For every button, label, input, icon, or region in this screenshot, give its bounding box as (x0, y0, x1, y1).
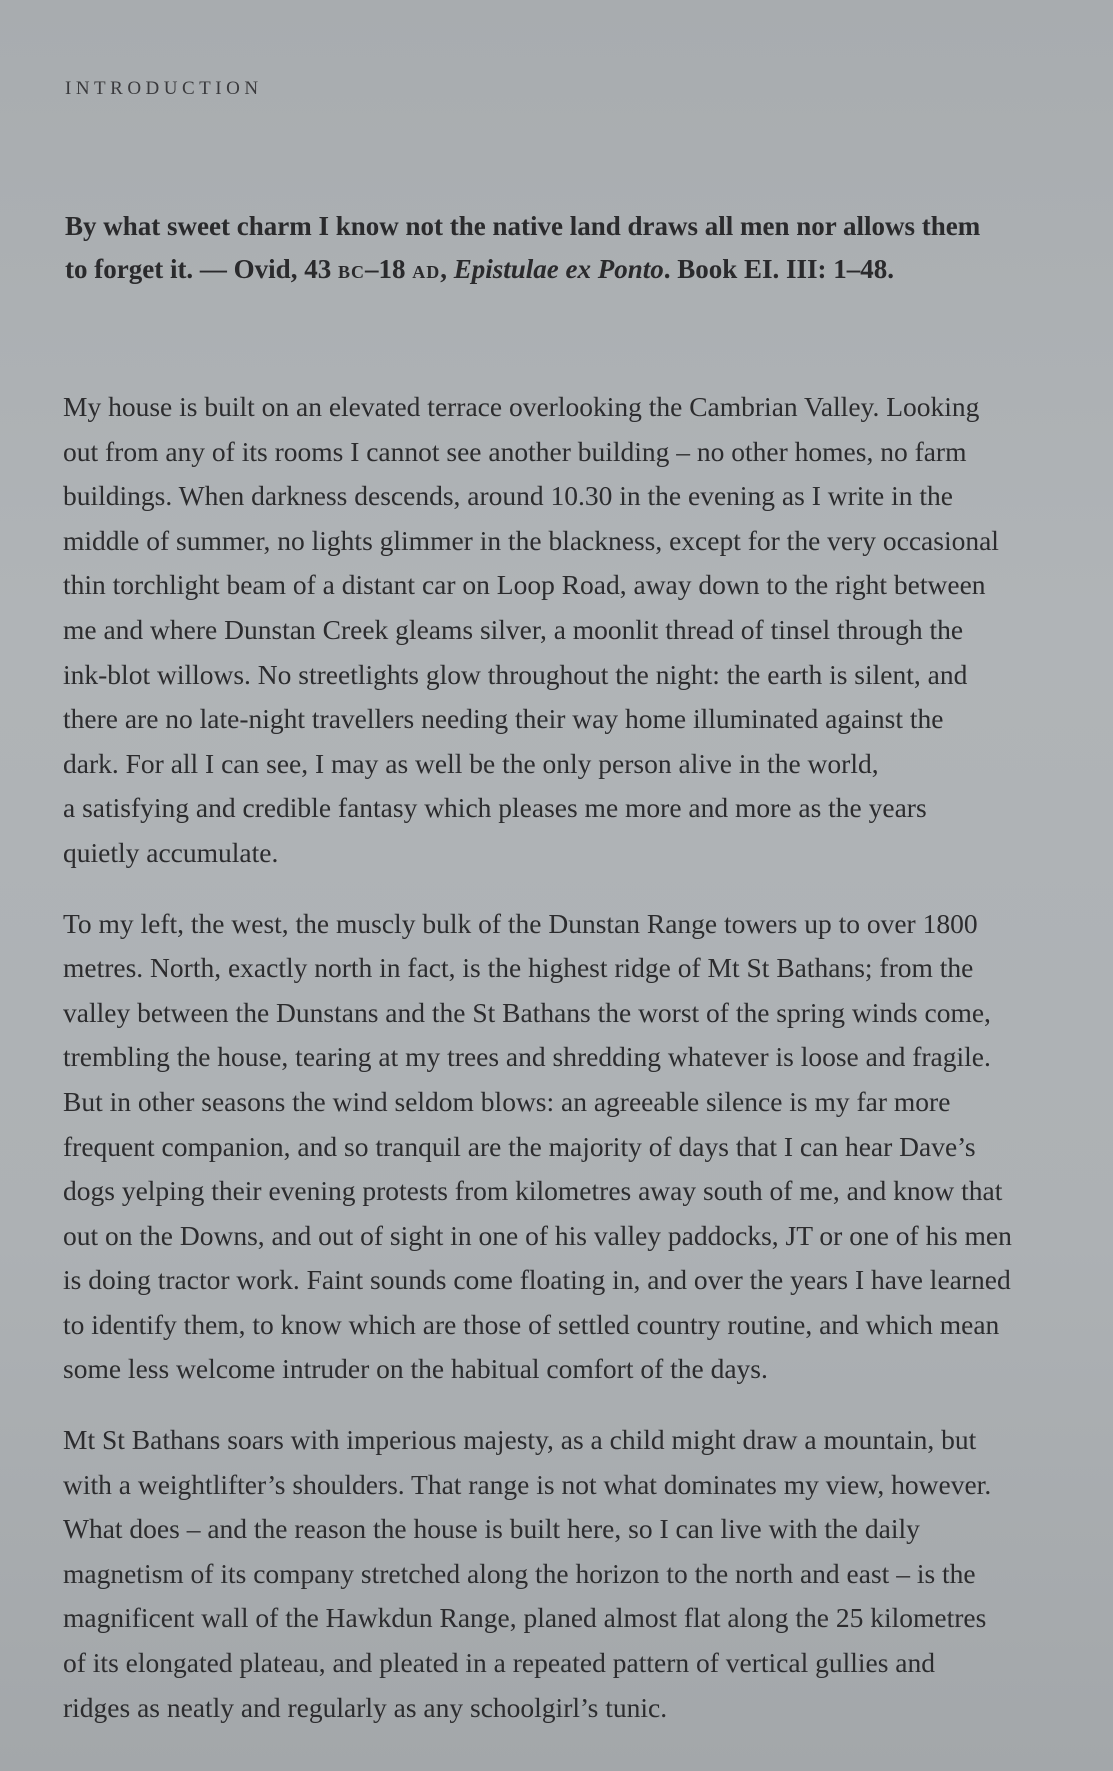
text-line: But in other seasons the wind seldom blows: an agreeable silence is my far more (63, 1085, 951, 1117)
text-line: magnetism of its company stretched along the horizon to the north and east – is the (63, 1557, 976, 1589)
text-line: out from any of its rooms I cannot see another building – no other homes, no farm (63, 435, 967, 467)
text-line: of its elongated plateau, and pleated in a repeated pattern of vertical gullies and (63, 1647, 935, 1679)
text-line: trembling the house, tearing at my trees and shredding whatever is loose and fragile. (63, 1041, 991, 1073)
work-title: Epistulae ex Ponto (453, 254, 664, 284)
text-line: My house is built on an elevated terrace overlooking the Cambrian Valley. Looking (63, 391, 980, 422)
text-line: to identify them, to know which are those of settled country routine, and which mean (63, 1308, 1000, 1340)
epigraph (65, 205, 1090, 294)
era-ad: AD (412, 262, 441, 282)
text-line: What does – and the reason the house is built here, so I can live with the daily (63, 1513, 920, 1545)
text-line: buildings. When darkness descends, around 10.30 in the evening as I write in the (63, 480, 953, 512)
text-line: me and where Dunstan Creek gleams silver, a moonlit thread of tinsel through the (63, 613, 964, 645)
paragraph (63, 902, 1093, 1393)
text-line: frequent companion, and so tranquil are the majority of days that I can hear Dave’s (63, 1130, 976, 1162)
text-line: Mt St Bathans soars with imperious majesty, as a child might draw a mountain, but (63, 1424, 977, 1456)
epigraph-line (65, 248, 1090, 294)
text-line: a satisfying and credible fantasy which pleases me more and more as the years (63, 792, 927, 824)
text-line: To my left, the west, the muscly bulk of the Dunstan Range towers up to over 1800 (63, 907, 978, 939)
epigraph-line: By what sweet charm I know not the native land draws all men nor allows them (65, 211, 981, 241)
text-line: is doing tractor work. Faint sounds come floating in, and over the years I have learned (63, 1264, 1011, 1296)
epigraph-attribution: to forget it. — Ovid, 43 (65, 254, 338, 284)
text-line: magnificent wall of the Hawkdun Range, planed almost flat along the 25 kilometres (63, 1602, 987, 1634)
text-line: out on the Downs, and out of sight in one of his valley paddocks, JT or one of his men (63, 1219, 1012, 1251)
paragraph (63, 385, 1093, 876)
paragraph (63, 1418, 1093, 1730)
running-head: INTRODUCTION (65, 78, 263, 99)
era-bc: BC (337, 262, 365, 282)
year-dash: –18 (364, 254, 413, 284)
text-line: some less welcome intruder on the habitual comfort of the days. (63, 1353, 768, 1385)
text-line: ink-blot willows. No streetlights glow throughout the night: the earth is silent, and (63, 658, 968, 690)
text-line: ridges as neatly and regularly as any schoolgirl’s tunic. (63, 1691, 668, 1723)
text-line: dark. For all I can see, I may as well be the only person alive in the world, (63, 747, 879, 779)
text-line: with a weightlifter’s shoulders. That range is not what dominates my view, however. (63, 1468, 992, 1500)
body-text (63, 385, 1093, 1756)
text-line: valley between the Dunstans and the St Bathans the worst of the spring winds come, (63, 996, 991, 1028)
text-line: dogs yelping their evening protests from kilometres away south of me, and know that (63, 1175, 1003, 1207)
citation: . Book EI. III: 1–48. (663, 254, 895, 284)
text-line: metres. North, exactly north in fact, is the highest ridge of Mt St Bathans; from the (63, 952, 974, 984)
text-line: middle of summer, no lights glimmer in the blackness, except for the very occasional (63, 524, 999, 556)
text-line: thin torchlight beam of a distant car on Loop Road, away down to the right between (63, 569, 986, 601)
text-line: quietly accumulate. (63, 836, 279, 868)
text-line: there are no late-night travellers needing their way home illuminated against the (63, 703, 944, 735)
comma: , (440, 254, 454, 284)
